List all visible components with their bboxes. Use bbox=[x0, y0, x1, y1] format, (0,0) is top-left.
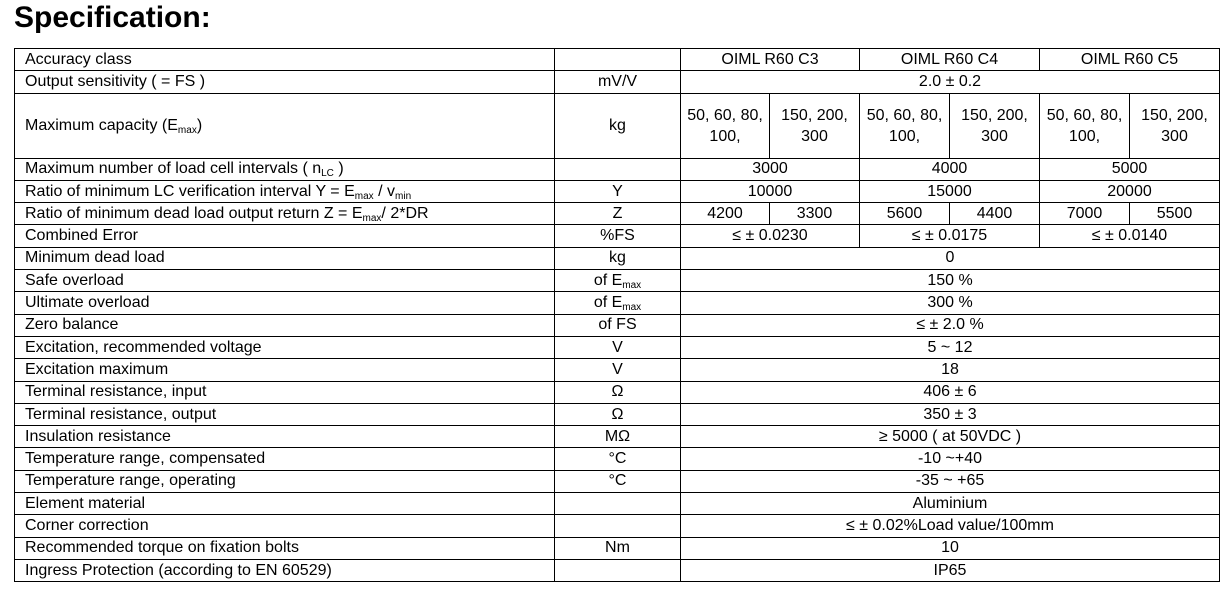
label-terminal-resistance-output: Terminal resistance, output bbox=[15, 403, 555, 425]
unit-load-cell-intervals bbox=[555, 158, 681, 180]
row-ultimate-overload bbox=[15, 292, 1220, 314]
label-ultimate-overload: Ultimate overload bbox=[15, 292, 555, 314]
unit-element-material bbox=[555, 493, 681, 515]
value-minimum-dead-load: 0 bbox=[681, 247, 1220, 269]
label-output-sensitivity: Output sensitivity ( = FS ) bbox=[15, 71, 555, 93]
label-temperature-operating: Temperature range, operating bbox=[15, 470, 555, 492]
row-maximum-capacity bbox=[15, 93, 1220, 158]
capacity-c4-high: 150, 200, 300 bbox=[950, 93, 1040, 158]
label-excitation-recommended: Excitation, recommended voltage bbox=[15, 336, 555, 358]
unit-ratio-z: Z bbox=[555, 203, 681, 225]
row-safe-overload bbox=[15, 270, 1220, 292]
row-load-cell-intervals bbox=[15, 158, 1220, 180]
row-minimum-dead-load bbox=[15, 247, 1220, 269]
value-excitation-recommended: 5 ~ 12 bbox=[681, 336, 1220, 358]
value-ingress-protection: IP65 bbox=[681, 559, 1220, 581]
unit-output-sensitivity: mV/V bbox=[555, 71, 681, 93]
row-output-sensitivity bbox=[15, 71, 1220, 93]
row-terminal-resistance-input bbox=[15, 381, 1220, 403]
ratio-z-c4-low: 5600 bbox=[860, 203, 950, 225]
label-ingress-protection: Ingress Protection (according to EN 60529) bbox=[15, 559, 555, 581]
label-element-material: Element material bbox=[15, 493, 555, 515]
capacity-c3-high: 150, 200, 300 bbox=[770, 93, 860, 158]
label-terminal-resistance-input: Terminal resistance, input bbox=[15, 381, 555, 403]
value-temperature-compensated: -10 ~+40 bbox=[681, 448, 1220, 470]
row-recommended-torque bbox=[15, 537, 1220, 559]
label-safe-overload: Safe overload bbox=[15, 270, 555, 292]
ratio-z-c3-high: 3300 bbox=[770, 203, 860, 225]
capacity-c3-low: 50, 60, 80, 100, bbox=[681, 93, 770, 158]
value-safe-overload: 150 % bbox=[681, 270, 1220, 292]
ratio-y-c3: 10000 bbox=[681, 180, 860, 202]
row-element-material bbox=[15, 493, 1220, 515]
value-terminal-resistance-output: 350 ± 3 bbox=[681, 403, 1220, 425]
unit-excitation-maximum: V bbox=[555, 359, 681, 381]
unit-zero-balance: of FS bbox=[555, 314, 681, 336]
value-excitation-maximum: 18 bbox=[681, 359, 1220, 381]
ratio-z-c3-low: 4200 bbox=[681, 203, 770, 225]
value-output-sensitivity: 2.0 ± 0.2 bbox=[681, 71, 1220, 93]
ratio-z-c5-low: 7000 bbox=[1040, 203, 1130, 225]
label-ratio-y: Ratio of minimum LC verification interval $Y = E_{max} / v_{min}$ bbox=[15, 180, 555, 202]
row-ratio-z bbox=[15, 203, 1220, 225]
label-load-cell-intervals: Maximum number of load cell intervals ( $n_{LC}$ ) bbox=[15, 158, 555, 180]
unit-ultimate-overload: of $E_{max}$ bbox=[555, 292, 681, 314]
value-temperature-operating: -35 ~ +65 bbox=[681, 470, 1220, 492]
header-c4: OIML R60 C4 bbox=[860, 49, 1040, 71]
label-ratio-z: Ratio of minimum dead load output return $Z = E_{max}/$ 2*DR bbox=[15, 203, 555, 225]
row-zero-balance bbox=[15, 314, 1220, 336]
row-terminal-resistance-output bbox=[15, 403, 1220, 425]
ratio-y-c5: 20000 bbox=[1040, 180, 1220, 202]
row-accuracy-class bbox=[15, 49, 1220, 71]
row-corner-correction bbox=[15, 515, 1220, 537]
row-combined-error bbox=[15, 225, 1220, 247]
unit-temperature-compensated: °C bbox=[555, 448, 681, 470]
label-insulation-resistance: Insulation resistance bbox=[15, 426, 555, 448]
unit-corner-correction bbox=[555, 515, 681, 537]
header-c5: OIML R60 C5 bbox=[1040, 49, 1220, 71]
unit-ingress-protection bbox=[555, 559, 681, 581]
ratio-z-c5-high: 5500 bbox=[1130, 203, 1220, 225]
label-minimum-dead-load: Minimum dead load bbox=[15, 247, 555, 269]
label-corner-correction: Corner correction bbox=[15, 515, 555, 537]
unit-terminal-resistance-input: Ω bbox=[555, 381, 681, 403]
unit-ratio-y: Y bbox=[555, 180, 681, 202]
unit-recommended-torque: Nm bbox=[555, 537, 681, 559]
row-insulation-resistance bbox=[15, 426, 1220, 448]
label-accuracy-class: Accuracy class bbox=[15, 49, 555, 71]
value-insulation-resistance: ≥ 5000 ( at 50VDC ) bbox=[681, 426, 1220, 448]
combined-error-c4: ≤ ± 0.0175 bbox=[860, 225, 1040, 247]
row-excitation-recommended bbox=[15, 336, 1220, 358]
label-maximum-capacity: Maximum capacity $(E_{max})$ bbox=[15, 93, 555, 158]
unit-insulation-resistance: MΩ bbox=[555, 426, 681, 448]
capacity-c4-low: 50, 60, 80, 100, bbox=[860, 93, 950, 158]
page-title: Specification: bbox=[14, 1, 211, 34]
label-temperature-compensated: Temperature range, compensated bbox=[15, 448, 555, 470]
intervals-c5: 5000 bbox=[1040, 158, 1220, 180]
unit-accuracy-class bbox=[555, 49, 681, 71]
label-zero-balance: Zero balance bbox=[15, 314, 555, 336]
specification-table bbox=[14, 48, 1220, 582]
label-recommended-torque: Recommended torque on fixation bolts bbox=[15, 537, 555, 559]
unit-combined-error: %FS bbox=[555, 225, 681, 247]
unit-minimum-dead-load: kg bbox=[555, 247, 681, 269]
row-ingress-protection bbox=[15, 559, 1220, 581]
unit-maximum-capacity: kg bbox=[555, 93, 681, 158]
label-excitation-maximum: Excitation maximum bbox=[15, 359, 555, 381]
row-excitation-maximum bbox=[15, 359, 1220, 381]
ratio-z-c4-high: 4400 bbox=[950, 203, 1040, 225]
ratio-y-c4: 15000 bbox=[860, 180, 1040, 202]
header-c3: OIML R60 C3 bbox=[681, 49, 860, 71]
combined-error-c3: ≤ ± 0.0230 bbox=[681, 225, 860, 247]
row-temperature-compensated bbox=[15, 448, 1220, 470]
value-ultimate-overload: 300 % bbox=[681, 292, 1220, 314]
value-element-material: Aluminium bbox=[681, 493, 1220, 515]
value-recommended-torque: 10 bbox=[681, 537, 1220, 559]
row-temperature-operating bbox=[15, 470, 1220, 492]
unit-temperature-operating: °C bbox=[555, 470, 681, 492]
combined-error-c5: ≤ ± 0.0140 bbox=[1040, 225, 1220, 247]
unit-safe-overload: of $E_{max}$ bbox=[555, 270, 681, 292]
intervals-c4: 4000 bbox=[860, 158, 1040, 180]
row-ratio-y bbox=[15, 180, 1220, 202]
unit-excitation-recommended: V bbox=[555, 336, 681, 358]
capacity-c5-low: 50, 60, 80, 100, bbox=[1040, 93, 1130, 158]
label-combined-error: Combined Error bbox=[15, 225, 555, 247]
unit-terminal-resistance-output: Ω bbox=[555, 403, 681, 425]
value-zero-balance: ≤ ± 2.0 % bbox=[681, 314, 1220, 336]
value-corner-correction: ≤ ± 0.02%Load value/100mm bbox=[681, 515, 1220, 537]
capacity-c5-high: 150, 200, 300 bbox=[1130, 93, 1220, 158]
intervals-c3: 3000 bbox=[681, 158, 860, 180]
value-terminal-resistance-input: 406 ± 6 bbox=[681, 381, 1220, 403]
